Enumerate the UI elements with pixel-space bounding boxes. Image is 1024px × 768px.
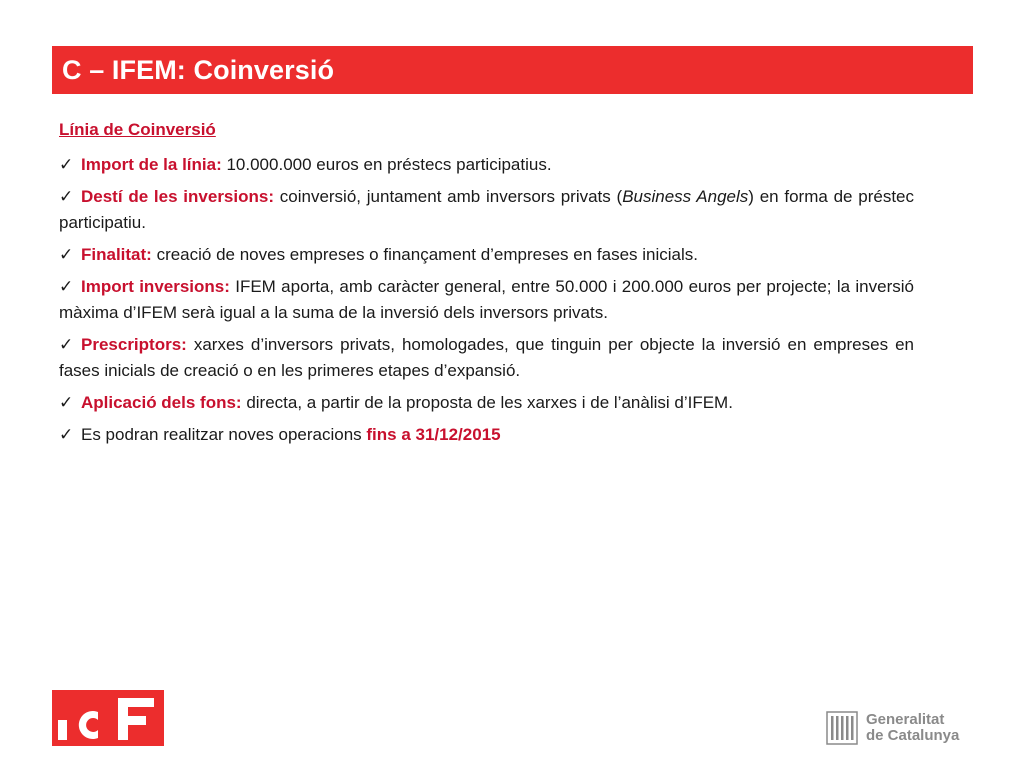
title-bar — [52, 46, 973, 94]
bullet-item — [59, 274, 914, 326]
bullet-text: creació de noves empreses o finançament d’empreses en fases inicials. — [151, 245, 699, 264]
check-icon: ✓ — [59, 155, 74, 174]
bullet-text: coinversió, juntament amb inversors privats ( — [274, 187, 623, 206]
check-icon: ✓ — [59, 393, 74, 412]
bullet-lead: Import inversions: — [81, 277, 230, 296]
bullet-item — [59, 152, 914, 178]
generalitat-emblem-icon — [826, 711, 858, 745]
check-icon: ✓ — [59, 335, 74, 354]
bullet-text: directa, a partir de la proposta de les xarxes i de l’anàlisi d’IFEM. — [241, 393, 733, 412]
bullet-item — [59, 422, 914, 448]
bullet-lead: Import de la línia: — [81, 155, 222, 174]
check-icon: ✓ — [59, 277, 74, 296]
generalitat-logo — [826, 708, 976, 748]
bullet-italic: Business Angels — [622, 187, 749, 206]
generalitat-line2: de Catalunya — [866, 727, 960, 744]
bullet-item — [59, 390, 914, 416]
bullet-item — [59, 332, 914, 384]
bullet-lead: Aplicació dels fons: — [81, 393, 242, 412]
generalitat-line1: Generalitat — [866, 711, 945, 728]
check-icon: ✓ — [59, 425, 74, 444]
bullet-lead: Finalitat: — [81, 245, 152, 264]
bullet-text: IFEM aporta, amb caràcter general, entre 50.000 i 200.000 euros per projecte; la inversió màxima d’IFEM serà igual a la suma de la inversió dels inversors privats. — [59, 277, 914, 322]
bullet-item — [59, 242, 914, 268]
bullet-lead: Prescriptors: — [81, 335, 187, 354]
slide-content — [59, 118, 914, 454]
check-icon: ✓ — [59, 245, 74, 264]
section-subtitle: Línia de Coinversió — [59, 120, 216, 139]
bullet-text: Es podran realitzar noves operacions — [81, 425, 367, 444]
bullet-text-end: ) en forma de préstec participatiu. — [59, 187, 914, 232]
bullet-lead: Destí de les inversions: — [81, 187, 274, 206]
slide-title: C – IFEM: Coinversió — [62, 54, 335, 85]
bullet-text: 10.000.000 euros en préstecs participatius. — [221, 155, 552, 174]
bullet-text: xarxes d’inversors privats, homologades, que tinguin per objecte la inversió en empreses en fases inicials de creació o en les primeres etapes d’expansió. — [59, 335, 914, 380]
generalitat-text — [866, 712, 959, 744]
check-icon: ✓ — [59, 187, 74, 206]
icf-logo — [52, 690, 164, 746]
deadline-text: fins a 31/12/2015 — [366, 425, 501, 444]
icf-logo-icon — [52, 690, 164, 746]
bullet-item — [59, 184, 914, 236]
